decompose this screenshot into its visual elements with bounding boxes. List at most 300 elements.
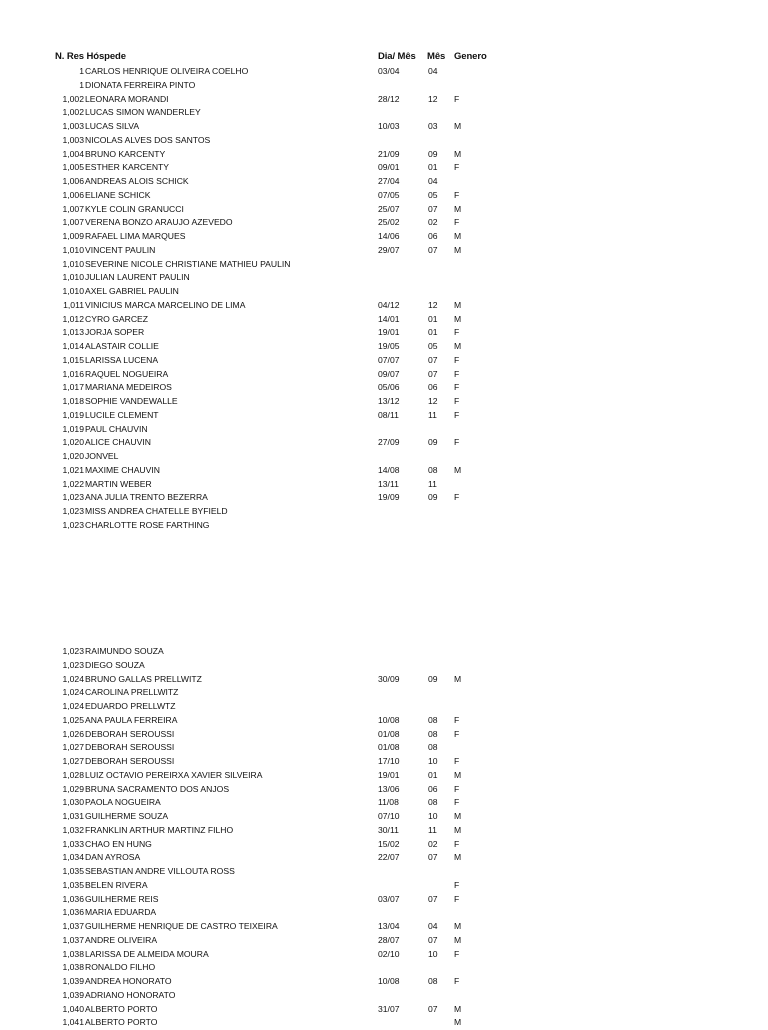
cell-res: 1,027 (62, 742, 84, 753)
cell-genero: F (454, 893, 460, 904)
cell-genero: F (454, 437, 460, 448)
cell-res: 1,010 (62, 244, 84, 255)
cell-res: 1,005 (62, 162, 84, 173)
cell-hospede: ALBERTO PORTO (85, 1003, 158, 1014)
cell-dia-mes: 14/08 (378, 464, 400, 475)
cell-hospede: ANA JULIA TRENTO BEZERRA (85, 492, 208, 503)
cell-res: 1,023 (62, 506, 84, 516)
table-row (0, 893, 768, 907)
cell-res: 1,006 (62, 189, 84, 200)
table-row (0, 879, 768, 893)
cell-genero: M (454, 811, 462, 821)
cell-genero: F (454, 396, 460, 406)
table-row (0, 148, 768, 162)
cell-hospede: LARISSA LUCENA (85, 354, 159, 365)
cell-res: 1,029 (62, 783, 84, 794)
table-row (0, 395, 768, 409)
table-row (0, 700, 768, 714)
cell-res: 1,024 (62, 673, 84, 684)
cell-hospede: CARLOS HENRIQUE OLIVEIRA COELHO (85, 66, 249, 76)
cell-hospede: GUILHERME SOUZA (85, 811, 169, 821)
table-row (0, 313, 768, 327)
cell-hospede: CYRO GARCEZ (85, 313, 149, 324)
cell-hospede: CHARLOTTE ROSE FARTHING (85, 519, 210, 530)
cell-hospede: JORJA SOPER (85, 327, 145, 338)
cell-res: 1,031 (62, 811, 84, 821)
cell-genero: F (454, 409, 460, 420)
table-row (0, 175, 768, 189)
cell-hospede: SOPHIE VANDEWALLE (85, 396, 178, 406)
cell-hospede: DIEGO SOUZA (85, 659, 145, 670)
cell-mes: 04 (428, 66, 438, 76)
table-row (0, 271, 768, 285)
cell-dia-mes: 27/09 (378, 437, 400, 448)
cell-dia-mes: 30/09 (378, 673, 400, 684)
cell-hospede: RONALDO FILHO (85, 962, 156, 973)
cell-res: 1,019 (62, 423, 84, 434)
cell-hospede: NICOLAS ALVES DOS SANTOS (85, 134, 211, 145)
cell-res: 1,011 (63, 299, 84, 310)
cell-dia-mes: 13/11 (378, 478, 399, 489)
cell-genero: M (454, 921, 462, 931)
cell-mes: 10 (428, 756, 438, 766)
cell-dia-mes: 30/11 (378, 824, 399, 835)
cell-hospede: MAXIME CHAUVIN (85, 464, 160, 475)
cell-res: 1,018 (62, 396, 84, 406)
cell-res: 1,009 (62, 231, 84, 241)
table-row (0, 728, 768, 742)
cell-dia-mes: 07/07 (378, 354, 400, 365)
cell-mes: 04 (428, 176, 438, 186)
guest-rows-block-1 (0, 65, 768, 533)
cell-mes: 06 (428, 783, 438, 794)
header-genero: Genero (454, 51, 487, 62)
cell-dia-mes: 19/05 (378, 341, 400, 351)
cell-res: 1,038 (62, 962, 84, 973)
cell-dia-mes: 05/06 (378, 382, 400, 393)
table-row (0, 769, 768, 783)
cell-genero: F (454, 162, 460, 173)
cell-hospede: ANA PAULA FERREIRA (85, 714, 178, 725)
cell-hospede: JULIAN LAURENT PAULIN (85, 272, 190, 283)
cell-mes: 02 (428, 217, 438, 228)
cell-mes: 01 (428, 769, 438, 780)
cell-genero: F (454, 838, 460, 849)
cell-dia-mes: 25/02 (378, 217, 400, 228)
cell-mes: 01 (428, 162, 438, 173)
cell-res: 1,007 (62, 203, 84, 214)
cell-genero: F (454, 382, 460, 393)
cell-mes: 03 (428, 121, 438, 131)
cell-mes: 07 (428, 244, 438, 255)
cell-res: 1,040 (62, 1003, 84, 1014)
table-row (0, 989, 768, 1003)
cell-res: 1,002 (62, 93, 84, 104)
cell-genero: F (454, 327, 460, 338)
cell-dia-mes: 28/12 (378, 93, 400, 104)
table-row (0, 796, 768, 810)
cell-dia-mes: 09/01 (378, 162, 400, 173)
cell-res: 1,017 (62, 382, 84, 393)
cell-genero: F (454, 948, 460, 959)
table-row (0, 934, 768, 948)
table-row (0, 824, 768, 838)
cell-res: 1,013 (62, 327, 84, 338)
table-row (0, 920, 768, 934)
table-row (0, 381, 768, 395)
cell-mes: 12 (428, 93, 438, 104)
cell-dia-mes: 25/07 (378, 203, 400, 214)
cell-res: 1,026 (62, 728, 84, 739)
cell-genero: M (454, 231, 462, 241)
cell-hospede: DIONATA FERREIRA PINTO (85, 79, 196, 90)
header-res-label: N. Res (55, 51, 84, 62)
cell-dia-mes: 13/06 (378, 783, 400, 794)
cell-res: 1,007 (62, 217, 84, 228)
cell-res: 1,041 (62, 1017, 84, 1028)
table-row (0, 258, 768, 272)
cell-res: 1,016 (62, 368, 84, 379)
cell-genero: F (454, 189, 460, 200)
cell-hospede: LUCILE CLEMENT (85, 409, 159, 420)
table-row (0, 1003, 768, 1017)
cell-hospede: SEVERINE NICOLE CHRISTIANE MATHIEU PAULIN (85, 258, 291, 269)
table-row (0, 851, 768, 865)
cell-res: 1,039 (62, 976, 84, 986)
cell-dia-mes: 02/10 (378, 948, 400, 959)
cell-mes: 07 (428, 203, 438, 214)
header-hospede-label: Hóspede (86, 51, 126, 62)
table-row (0, 741, 768, 755)
table-row (0, 340, 768, 354)
cell-mes: 12 (428, 396, 438, 406)
cell-mes: 08 (428, 797, 438, 808)
cell-genero: M (454, 769, 462, 780)
cell-dia-mes: 19/09 (378, 492, 400, 503)
cell-res: 1,020 (62, 437, 84, 448)
cell-hospede: LEONARA MORANDI (85, 93, 169, 104)
cell-mes: 07 (428, 1003, 438, 1014)
cell-hospede: JONVEL (85, 451, 119, 461)
table-row (0, 464, 768, 478)
table-row (0, 838, 768, 852)
cell-mes: 07 (428, 934, 438, 945)
cell-dia-mes: 07/05 (378, 189, 400, 200)
cell-hospede: ANDRE OLIVEIRA (85, 934, 158, 945)
cell-hospede: MARTIN WEBER (85, 478, 152, 489)
cell-res: 1,006 (62, 176, 84, 186)
cell-dia-mes: 21/09 (378, 148, 400, 159)
table-row (0, 106, 768, 120)
cell-hospede: ALBERTO PORTO (85, 1017, 158, 1028)
cell-mes: 08 (428, 976, 438, 986)
cell-mes: 09 (428, 673, 438, 684)
cell-genero: M (454, 121, 462, 131)
cell-dia-mes: 03/07 (378, 893, 400, 904)
cell-hospede: ANDREAS ALOIS SCHICK (85, 176, 189, 186)
cell-dia-mes: 10/08 (378, 714, 400, 725)
table-row (0, 354, 768, 368)
cell-dia-mes: 29/07 (378, 244, 400, 255)
cell-res: 1,030 (62, 797, 84, 808)
cell-genero: M (454, 1003, 462, 1014)
cell-dia-mes: 09/07 (378, 368, 400, 379)
cell-res: 1,003 (62, 121, 84, 131)
cell-dia-mes: 10/03 (378, 121, 400, 131)
table-row (0, 714, 768, 728)
cell-mes: 09 (428, 492, 438, 503)
cell-mes: 09 (428, 148, 438, 159)
cell-genero: F (454, 728, 460, 739)
table-row (0, 326, 768, 340)
cell-dia-mes: 01/08 (378, 742, 400, 753)
header-res (55, 51, 126, 62)
cell-res: 1,023 (62, 659, 84, 670)
cell-hospede: GUILHERME HENRIQUE DE CASTRO TEIXEIRA (85, 921, 278, 931)
cell-genero: M (454, 148, 462, 159)
cell-hospede: CAROLINA PRELLWITZ (85, 687, 179, 698)
cell-mes: 10 (428, 811, 438, 821)
cell-hospede: MISS ANDREA CHATELLE BYFIELD (85, 506, 228, 516)
cell-mes: 11 (428, 824, 437, 835)
cell-mes: 10 (428, 948, 438, 959)
cell-dia-mes: 19/01 (378, 769, 400, 780)
table-row (0, 645, 768, 659)
cell-res: 1 (79, 66, 84, 76)
table-row (0, 810, 768, 824)
cell-res: 1,023 (62, 492, 84, 503)
cell-genero: F (454, 756, 460, 766)
cell-hospede: SEBASTIAN ANDRE VILLOUTA ROSS (85, 866, 235, 876)
cell-hospede: RAFAEL LIMA MARQUES (85, 231, 186, 241)
cell-hospede: MARIA EDUARDA (85, 907, 157, 918)
cell-mes: 07 (428, 368, 438, 379)
table-row (0, 203, 768, 217)
cell-mes: 08 (428, 742, 438, 753)
table-row (0, 686, 768, 700)
cell-genero: M (454, 244, 462, 255)
cell-res: 1,003 (62, 134, 84, 145)
table-row (0, 299, 768, 313)
cell-mes: 12 (428, 299, 438, 310)
cell-hospede: EDUARDO PRELLWTZ (85, 701, 176, 711)
cell-dia-mes: 04/12 (378, 299, 400, 310)
cell-genero: F (454, 783, 460, 794)
cell-dia-mes: 17/10 (378, 756, 400, 766)
cell-res: 1,014 (62, 341, 84, 351)
cell-res: 1,035 (62, 879, 84, 890)
cell-hospede: PAOLA NOGUEIRA (85, 797, 161, 808)
table-row (0, 368, 768, 382)
cell-mes: 07 (428, 852, 438, 863)
cell-mes: 11 (428, 478, 437, 489)
header-dia-mes: Dia/ Mês (378, 51, 416, 62)
cell-mes: 04 (428, 921, 438, 931)
cell-res: 1,037 (62, 921, 84, 931)
cell-res: 1,025 (62, 714, 84, 725)
cell-res: 1,038 (62, 948, 84, 959)
cell-hospede: RAQUEL NOGUEIRA (85, 368, 169, 379)
table-row (0, 948, 768, 962)
cell-dia-mes: 07/10 (378, 811, 400, 821)
cell-res: 1,010 (62, 272, 84, 283)
cell-res: 1,021 (62, 464, 84, 475)
cell-genero: F (454, 93, 460, 104)
cell-mes: 01 (428, 327, 438, 338)
cell-dia-mes: 13/12 (378, 396, 400, 406)
cell-mes: 08 (428, 728, 438, 739)
cell-dia-mes: 14/06 (378, 231, 400, 241)
cell-dia-mes: 15/02 (378, 838, 400, 849)
cell-res: 1,028 (62, 769, 84, 780)
table-row (0, 120, 768, 134)
table-row (0, 161, 768, 175)
table-row (0, 244, 768, 258)
cell-genero: F (454, 714, 460, 725)
cell-genero: M (454, 824, 462, 835)
cell-dia-mes: 13/04 (378, 921, 400, 931)
cell-res: 1 (79, 79, 84, 90)
cell-hospede: ANDREA HONORATO (85, 976, 172, 986)
table-row (0, 189, 768, 203)
cell-hospede: LARISSA DE ALMEIDA MOURA (85, 948, 209, 959)
cell-hospede: LUCAS SILVA (85, 121, 140, 131)
cell-hospede: BRUNO KARCENTY (85, 148, 166, 159)
table-row (0, 134, 768, 148)
cell-hospede: CHAO EN HUNG (85, 838, 152, 849)
table-row (0, 519, 768, 533)
cell-hospede: DAN AYROSA (85, 852, 141, 863)
cell-mes: 05 (428, 189, 438, 200)
table-row (0, 961, 768, 975)
cell-hospede: BELEN RIVERA (85, 879, 148, 890)
cell-genero: F (454, 217, 460, 228)
table-row (0, 906, 768, 920)
cell-dia-mes: 19/01 (378, 327, 400, 338)
cell-genero: F (454, 368, 460, 379)
cell-res: 1,012 (62, 313, 84, 324)
cell-res: 1,022 (62, 478, 84, 489)
table-row (0, 93, 768, 107)
cell-hospede: LUCAS SIMON WANDERLEY (85, 107, 201, 118)
guest-rows-block-2 (0, 645, 768, 1030)
cell-genero: M (454, 313, 462, 324)
cell-hospede: KYLE COLIN GRANUCCI (85, 203, 184, 214)
cell-hospede: VERENA BONZO ARAUJO AZEVEDO (85, 217, 233, 228)
cell-res: 1,023 (62, 519, 84, 530)
cell-hospede: AXEL GABRIEL PAULIN (85, 286, 179, 296)
cell-res: 1,004 (62, 148, 84, 159)
cell-genero: M (454, 934, 462, 945)
cell-hospede: ESTHER KARCENTY (85, 162, 170, 173)
cell-mes: 05 (428, 341, 438, 351)
cell-hospede: GUILHERME REIS (85, 893, 159, 904)
cell-mes: 02 (428, 838, 438, 849)
cell-mes: 11 (428, 409, 437, 420)
table-row (0, 975, 768, 989)
cell-dia-mes: 08/11 (378, 409, 399, 420)
cell-res: 1,024 (62, 701, 84, 711)
table-row (0, 79, 768, 93)
table-row (0, 216, 768, 230)
cell-hospede: BRUNA SACRAMENTO DOS ANJOS (85, 783, 230, 794)
table-row (0, 423, 768, 437)
cell-hospede: FRANKLIN ARTHUR MARTINZ FILHO (85, 824, 234, 835)
cell-mes: 06 (428, 382, 438, 393)
cell-dia-mes: 03/04 (378, 66, 400, 76)
cell-res: 1,037 (62, 934, 84, 945)
table-row (0, 409, 768, 423)
table-row (0, 285, 768, 299)
cell-hospede: ALICE CHAUVIN (85, 437, 151, 448)
cell-genero: M (454, 673, 462, 684)
cell-dia-mes: 01/08 (378, 728, 400, 739)
cell-dia-mes: 31/07 (378, 1003, 400, 1014)
cell-hospede: MARIANA MEDEIROS (85, 382, 172, 393)
cell-genero: M (454, 1017, 462, 1028)
cell-genero: M (454, 299, 462, 310)
cell-mes: 06 (428, 231, 438, 241)
table-row (0, 783, 768, 797)
cell-mes: 08 (428, 464, 438, 475)
cell-genero: F (454, 354, 460, 365)
cell-dia-mes: 14/01 (378, 313, 400, 324)
table-row (0, 673, 768, 687)
cell-hospede: VINCENT PAULIN (85, 244, 156, 255)
table-row (0, 230, 768, 244)
cell-res: 1,002 (62, 107, 84, 118)
cell-genero: F (454, 879, 460, 890)
cell-res: 1,015 (62, 354, 84, 365)
cell-hospede: ALASTAIR COLLIE (85, 341, 159, 351)
cell-hospede: DEBORAH SEROUSSI (85, 742, 175, 753)
header-mes: Mês (427, 51, 446, 62)
cell-res: 1,034 (62, 852, 84, 863)
table-row (0, 755, 768, 769)
cell-res: 1,027 (62, 756, 84, 766)
cell-res: 1,036 (62, 893, 84, 904)
cell-res: 1,024 (62, 687, 84, 698)
table-row (0, 436, 768, 450)
cell-res: 1,019 (62, 409, 84, 420)
cell-dia-mes: 10/08 (378, 976, 400, 986)
cell-res: 1,033 (62, 838, 84, 849)
cell-hospede: ADRIANO HONORATO (85, 989, 176, 1000)
cell-dia-mes: 28/07 (378, 934, 400, 945)
cell-mes: 01 (428, 313, 438, 324)
cell-res: 1,036 (62, 907, 84, 918)
cell-hospede: DEBORAH SEROUSSI (85, 728, 175, 739)
cell-hospede: PAUL CHAUVIN (85, 423, 148, 434)
table-row (0, 505, 768, 519)
cell-hospede: RAIMUNDO SOUZA (85, 646, 164, 656)
table-row (0, 491, 768, 505)
cell-res: 1,039 (62, 989, 84, 1000)
cell-hospede: VINICIUS MARCA MARCELINO DE LIMA (85, 299, 246, 310)
cell-hospede: BRUNO GALLAS PRELLWITZ (85, 673, 202, 684)
cell-genero: M (454, 203, 462, 214)
cell-res: 1,010 (62, 286, 84, 296)
cell-genero: M (454, 852, 462, 863)
cell-genero: F (454, 492, 460, 503)
cell-dia-mes: 11/08 (378, 797, 399, 808)
cell-res: 1,010 (62, 258, 84, 269)
table-row (0, 65, 768, 79)
cell-hospede: DEBORAH SEROUSSI (85, 756, 175, 766)
cell-genero: M (454, 464, 462, 475)
cell-mes: 07 (428, 893, 438, 904)
table-header (0, 51, 768, 65)
